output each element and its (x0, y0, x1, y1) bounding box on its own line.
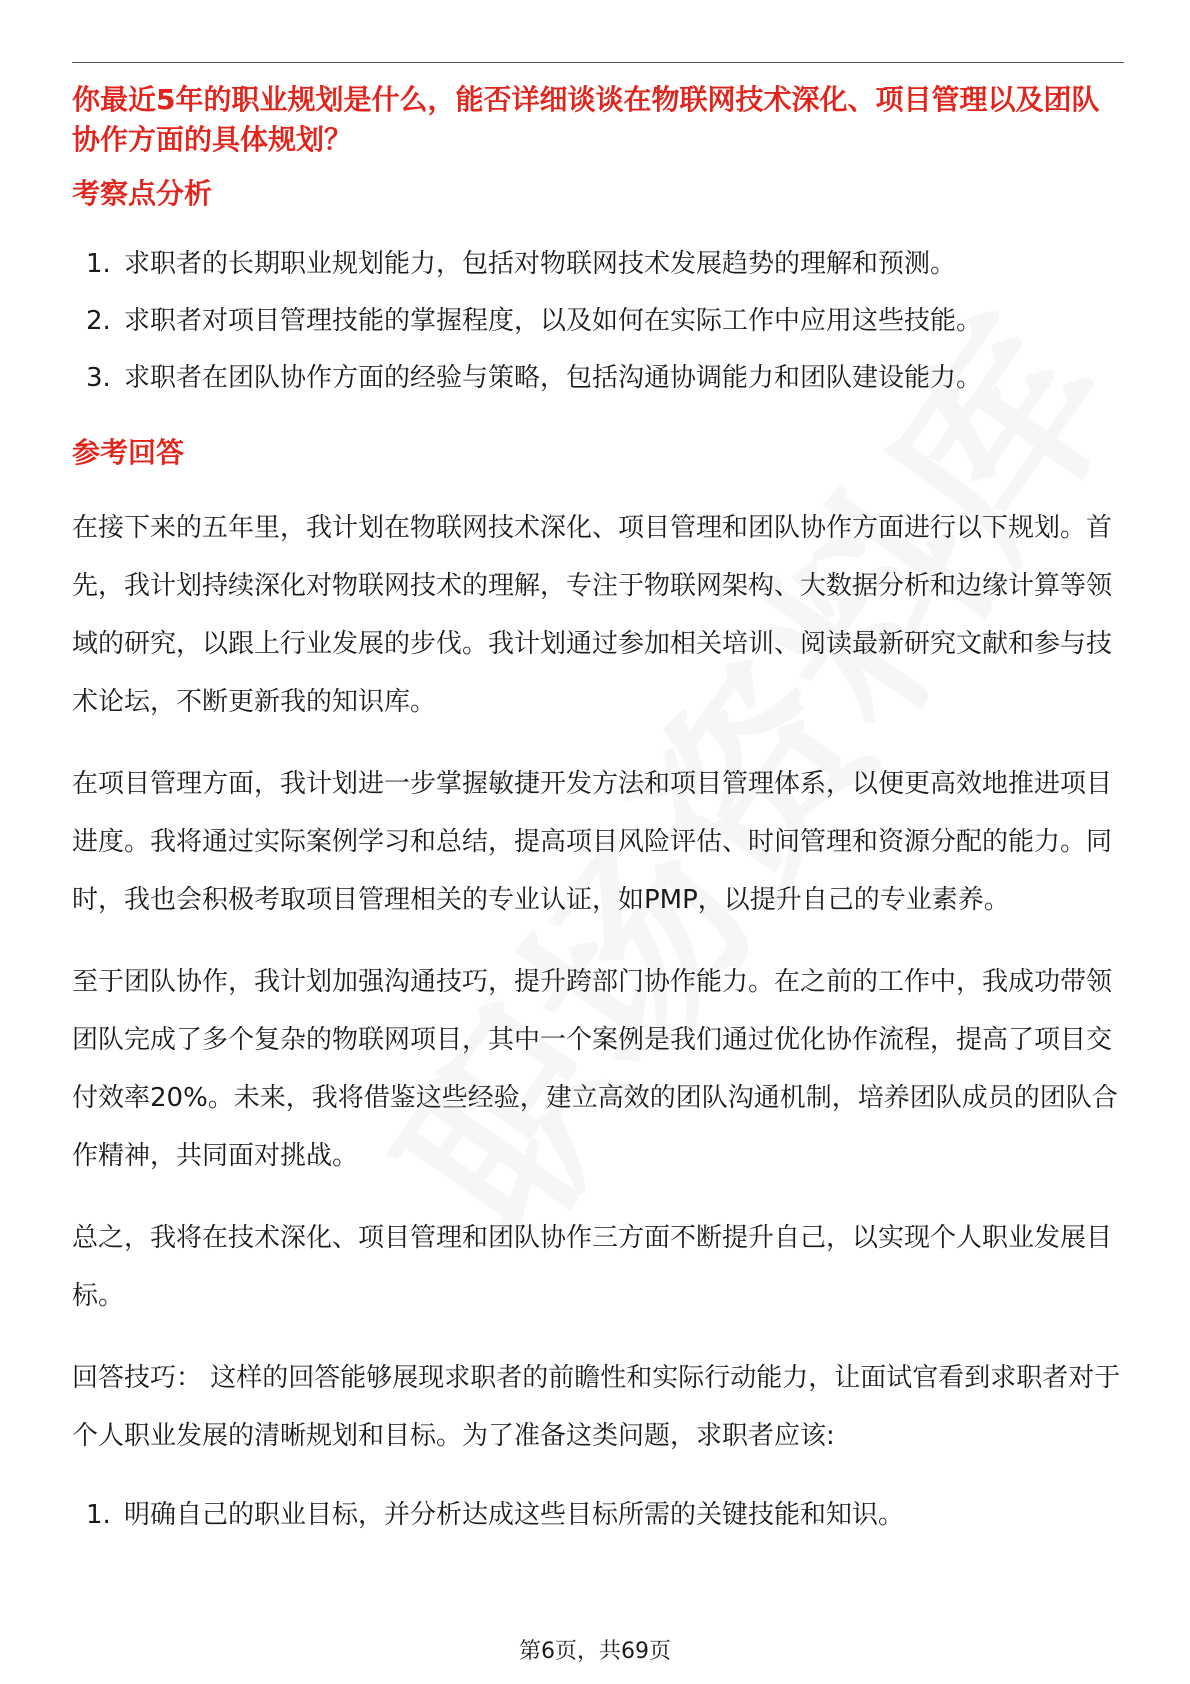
analysis-list (72, 236, 1124, 407)
list-number: 1. (86, 249, 111, 279)
list-item-text: 求职者对项目管理技能的掌握程度，以及如何在实际工作中应用这些技能。 (124, 306, 983, 336)
list-item-text: 求职者的长期职业规划能力，包括对物联网技术发展趋势的理解和预测。 (124, 249, 957, 279)
analysis-heading: 考察点分析 (72, 177, 213, 210)
answer-tips-paragraph: 回答技巧： 这样的回答能够展现求职者的前瞻性和实际行动能力，让面试官看到求职者对于个人职业发展的清晰规划和目标。为了准备这类问题，求职者应该: (72, 1363, 1121, 1451)
document-body (72, 80, 1124, 1544)
list-number: 1. (86, 1500, 111, 1530)
answer-paragraph: 在项目管理方面，我计划进一步掌握敏捷开发方法和项目管理体系，以便更高效地推进项目进度。我将通过实际案例学习和总结，提高项目风险评估、时间管理和资源分配的能力。同时，我也会积极考取项目管理相关的专业认证，如PMP，以提升自己的专业素养。 (72, 769, 1113, 915)
answer-heading: 参考回答 (72, 436, 185, 469)
list-item-text: 明确自己的职业目标，并分析达成这些目标所需的关键技能和知识。 (124, 1500, 905, 1530)
answer-paragraph: 总之，我将在技术深化、项目管理和团队协作三方面不断提升自己，以实现个人职业发展目标。 (72, 1223, 1113, 1311)
list-item (72, 236, 1124, 293)
list-item (72, 293, 1124, 350)
list-number: 2. (86, 306, 111, 336)
tips-list (72, 1487, 1124, 1544)
list-item-text: 求职者在团队协作方面的经验与策略，包括沟通协调能力和团队建设能力。 (124, 363, 983, 393)
list-item (72, 350, 1124, 407)
answer-paragraph: 在接下来的五年里，我计划在物联网技术深化、项目管理和团队协作方面进行以下规划。首先，我计划持续深化对物联网技术的理解，专注于物联网架构、大数据分析和边缘计算等领域的研究，以跟上行业发展的步伐。我计划通过参加相关培训、阅读最新研究文献和参与技术论坛，不断更新我的知识库。 (72, 513, 1113, 717)
answer-paragraph: 至于团队协作，我计划加强沟通技巧，提升跨部门协作能力。在之前的工作中，我成功带领团队完成了多个复杂的物联网项目，其中一个案例是我们通过优化协作流程，提高了项目交付效率20%。未来，我将借鉴这些经验，建立高效的团队沟通机制，培养团队成员的团队合作精神，共同面对挑战。 (72, 967, 1118, 1171)
list-number: 3. (86, 363, 111, 393)
question-title: 你最近5年的职业规划是什么，能否详细谈谈在物联网技术深化、项目管理以及团队协作方面的具体规划？ (72, 83, 1100, 156)
page-number: 第6页，共69页 (519, 1639, 671, 1664)
header-divider (72, 62, 1124, 63)
list-item (72, 1487, 1124, 1544)
